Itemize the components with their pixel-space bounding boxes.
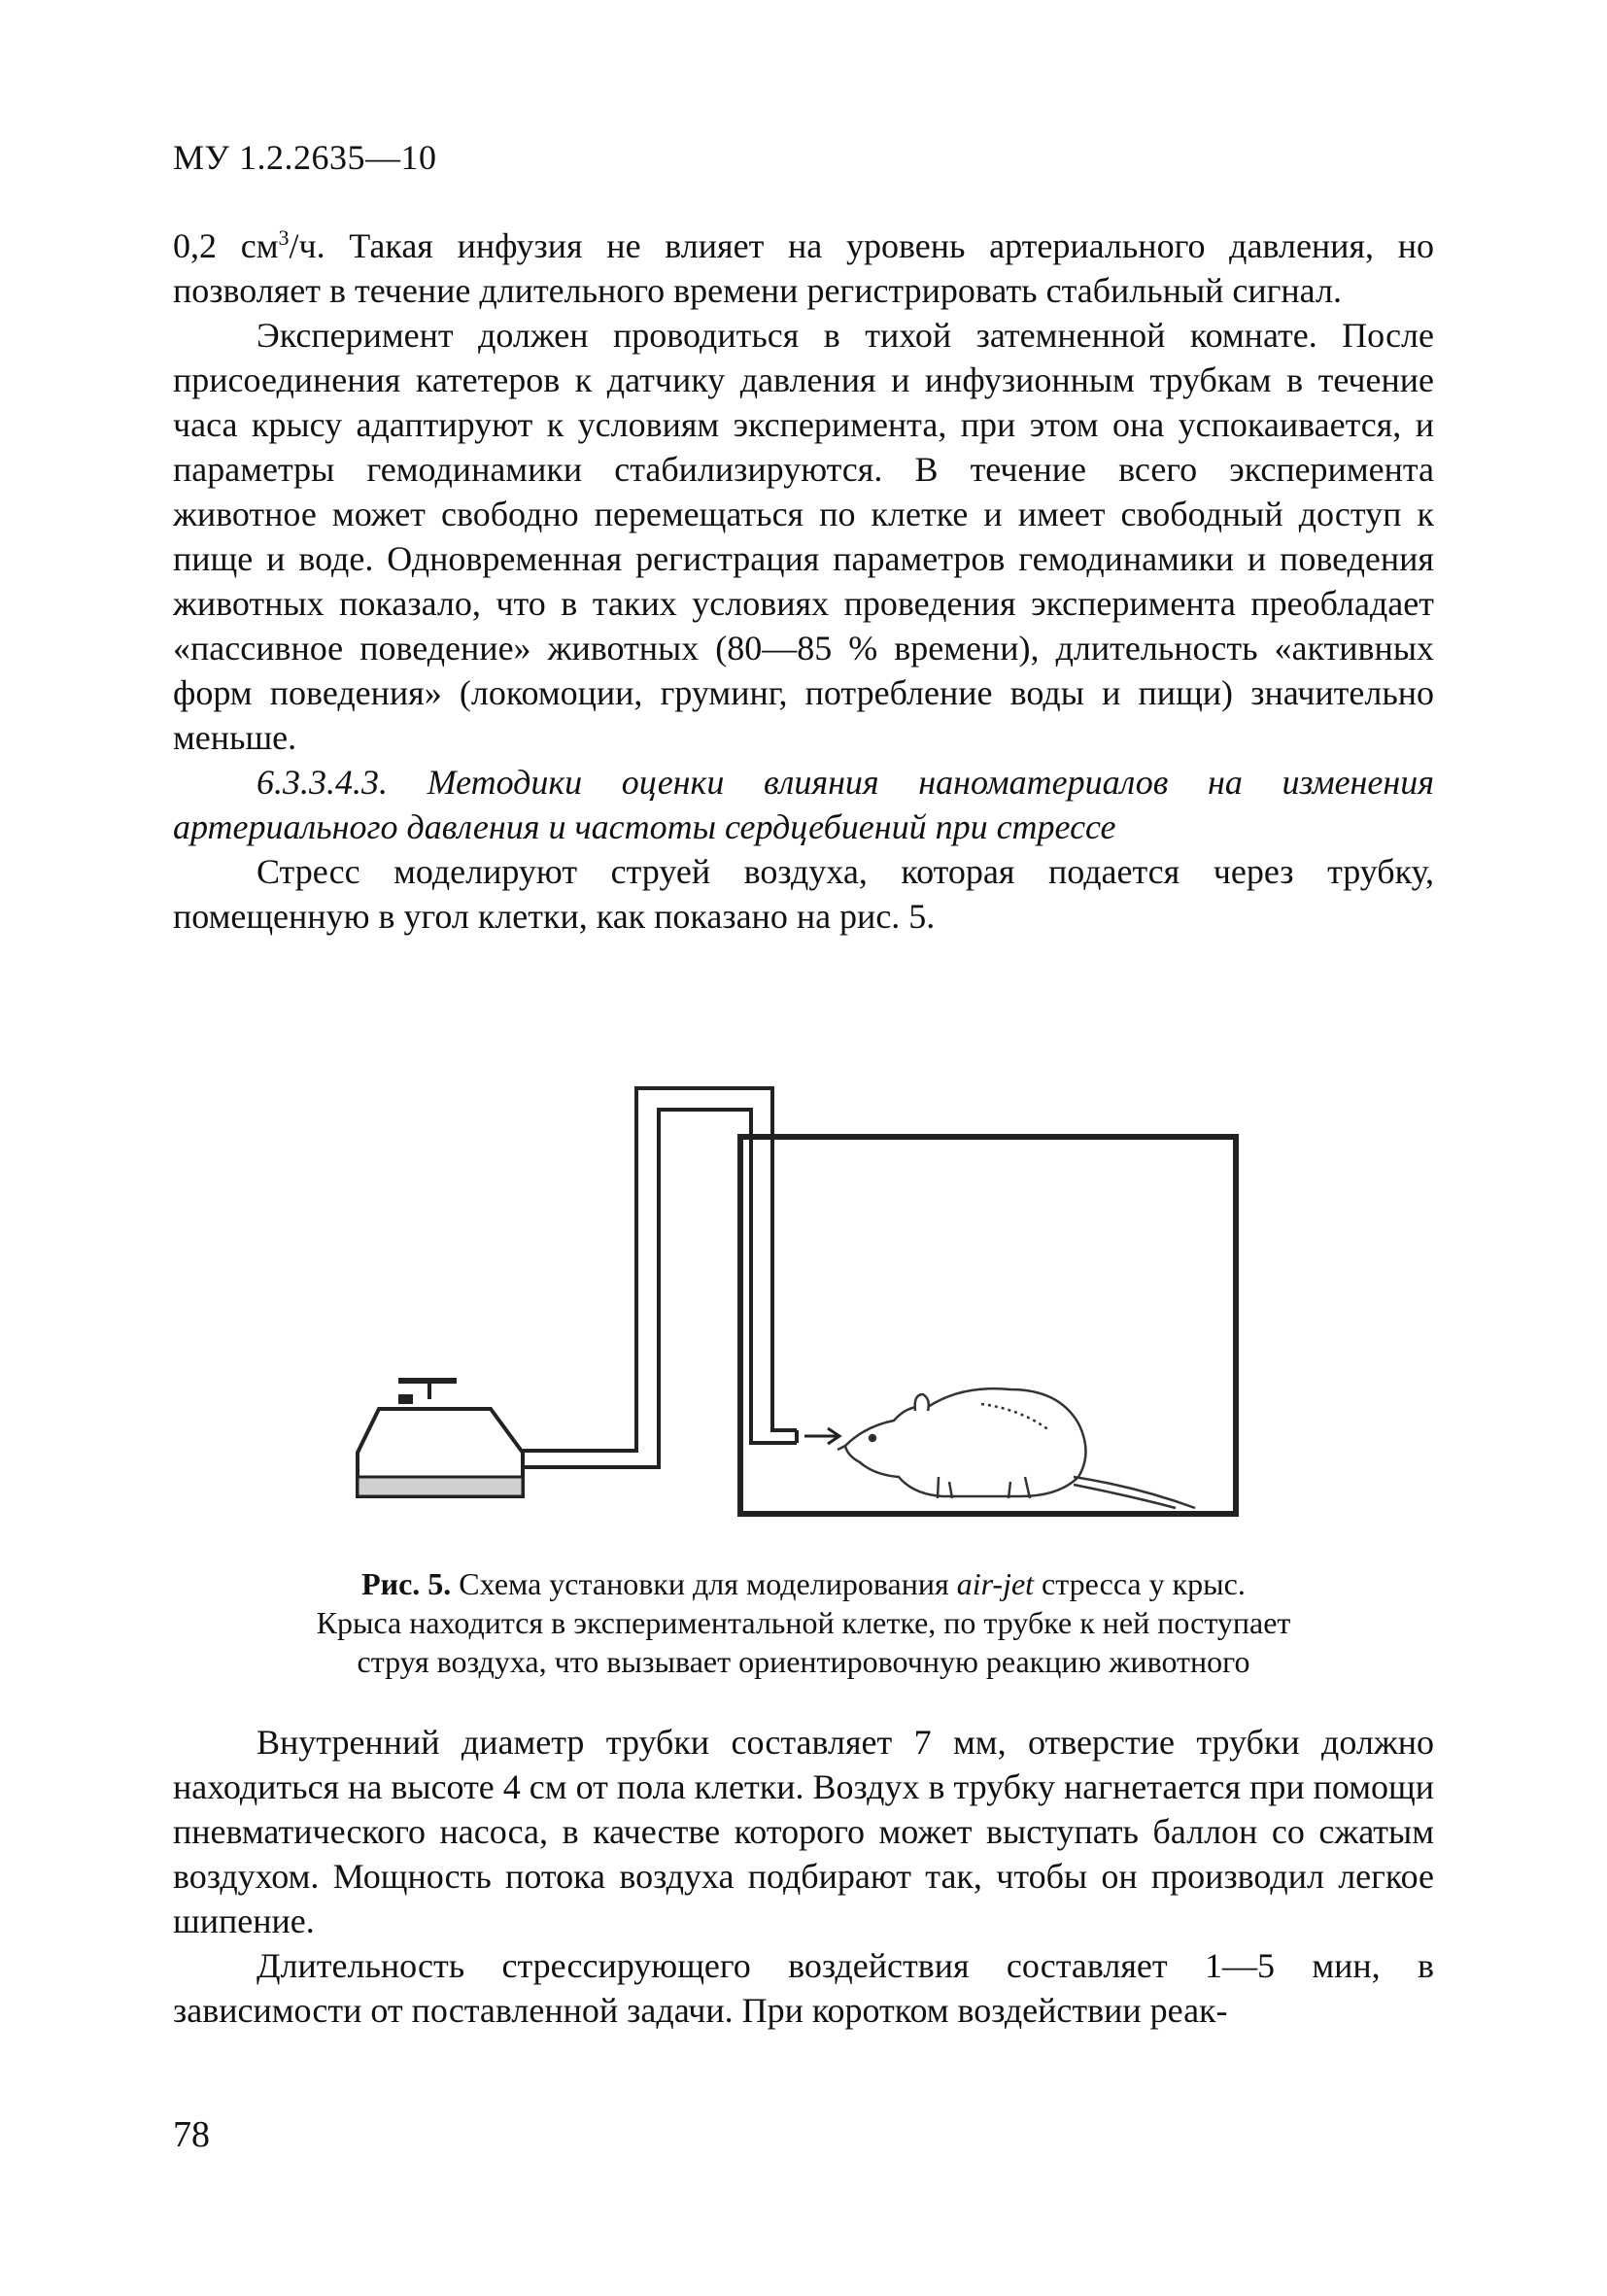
page-number: 78: [173, 2114, 210, 2155]
document-code-header: МУ 1.2.2635—10: [173, 138, 437, 177]
paragraph-experiment: Эксперимент должен проводиться в тихой затемненной комнате. После присоединения катетеров к датчику давления и инфузионным трубкам в течение часа крысу адаптируют к условиям эксперимента, при этом она успокаивается, и параметры гемодинамики стабилизируются. В течение всего эксперимента животное может свободно перемещаться по клетке и имеет свободный доступ к пище и воде. Одновременная регистрация параметров гемодинамики и поведения животных показало, что в таких условиях проведения эксперимента преобладает «пассивное поведение» животных (80—85 % времени), длительность «активных форм поведения» (локомоции, груминг, потребление воды и пищи) значительно меньше.: [173, 316, 1434, 757]
figure-5-air-jet-setup: [340, 1069, 1273, 1535]
paragraph-infusion-post: /ч. Такая инфузия не влияет на уровень артериального давления, но позволяет в течение длительного времени регистрировать стабильный сигнал.: [173, 226, 1434, 310]
caption-italic-term: air-jet: [956, 1566, 1035, 1601]
air-tube-drawing: [523, 1088, 797, 1467]
paragraph-infusion: [173, 223, 1434, 313]
text-block-top: [173, 223, 1434, 939]
text-block-bottom: [173, 1720, 1434, 2033]
caption-line-2: Крыса находится в экспериментальной клетке, по трубке к ней поступает: [316, 1605, 1291, 1640]
paragraph-stress-duration: Длительность стрессирующего воздействия составляет 1—5 мин, в зависимости от поставленной задачи. При коротком воздействии реак-: [173, 1946, 1434, 2030]
figure-5-caption: [173, 1564, 1434, 1681]
rat-drawing: [838, 1388, 1195, 1508]
caption-line-1: [173, 1564, 1434, 1603]
caption-label: Рис. 5.: [361, 1566, 452, 1601]
section-heading-6-3-3-4-3: 6.3.3.4.3. Методики оценки влияния наноматериалов на изменения артериального давления и частоты сердцебиений при стрессе: [173, 763, 1434, 846]
caption-part-2: стресса у крыс.: [1034, 1566, 1246, 1601]
superscript-3: 3: [278, 225, 290, 250]
caption-line-3: струя воздуха, что вызывает ориентировочную реакцию животного: [357, 1644, 1250, 1679]
paragraph-infusion-pre: 0,2 см: [173, 226, 279, 265]
caption-part-1: Схема установки для моделирования: [451, 1566, 957, 1601]
air-jet-arrow: [804, 1428, 839, 1444]
paragraph-tube-diameter: Внутренний диаметр трубки составляет 7 мм, отверстие трубки должно находиться на высоте 4 см от пола клетки. Воздух в трубку нагнетается при помощи пневматического насоса, в качестве которого может выступать баллон со сжатым воздухом. Мощность потока воздуха подбирают так, чтобы он производил легкое шипение.: [173, 1723, 1434, 1940]
air-pump-drawing: [358, 1378, 523, 1496]
paragraph-stress-model: Стресс моделируют струей воздуха, которая подается через трубку, помещенную в угол клетки, как показано на рис. 5.: [173, 852, 1434, 936]
